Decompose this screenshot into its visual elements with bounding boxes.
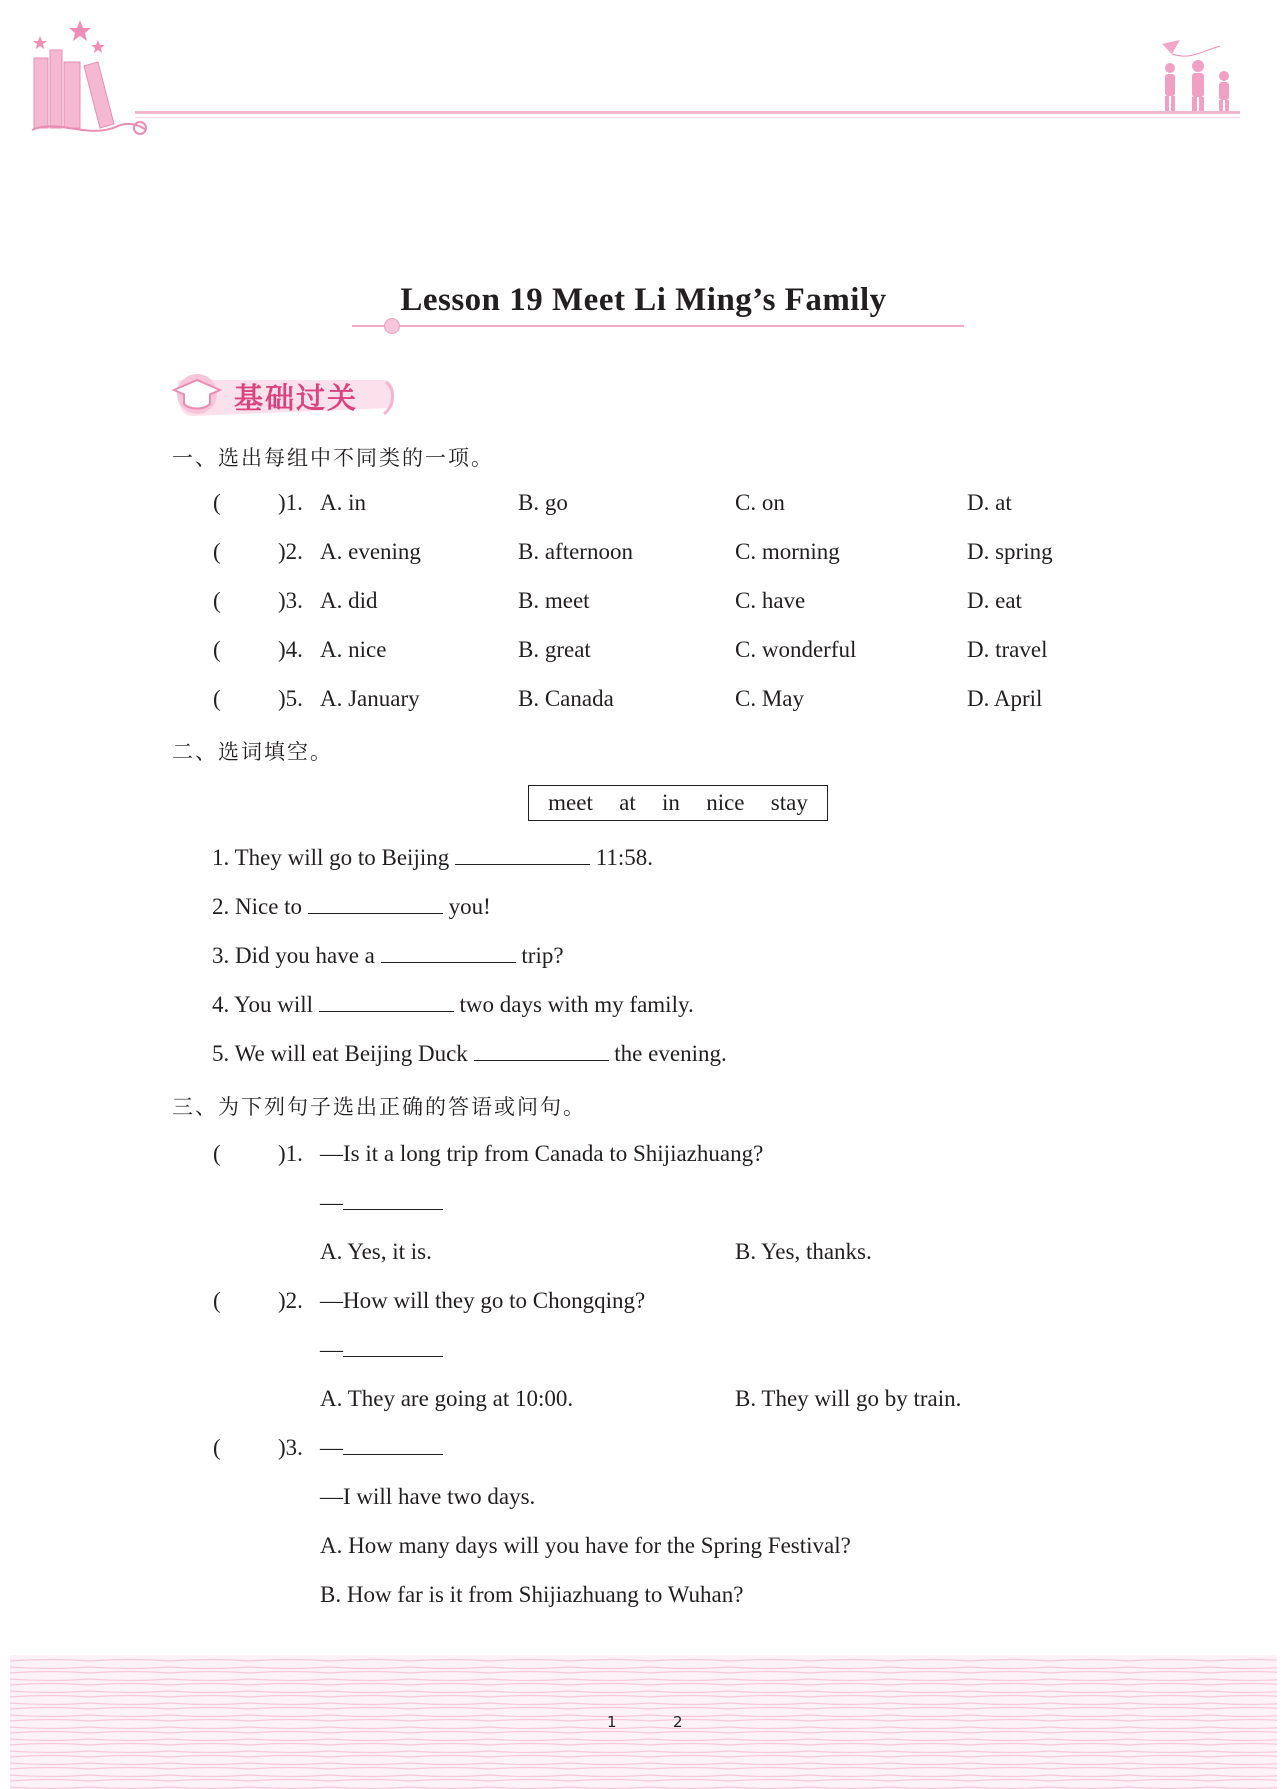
option-c: C. have — [735, 588, 806, 613]
sentence-end: the evening. — [614, 1041, 727, 1066]
header-books-decoration — [28, 18, 158, 136]
dash: — — [320, 1337, 343, 1362]
sentence-start: 1. They will go to Beijing — [212, 845, 450, 870]
option-d: D. travel — [967, 637, 1048, 662]
answer-paren-open: ( — [213, 637, 221, 662]
option-b: B. Yes, thanks. — [735, 1239, 872, 1264]
part2-heading: 二、选词填空。 — [172, 740, 333, 764]
option-a: A. Yes, it is. — [320, 1239, 432, 1264]
question-text: —Is it a long trip from Canada to Shijiazhuang? — [320, 1141, 764, 1166]
question-number: )3. — [278, 588, 303, 613]
header-rule — [135, 111, 1240, 114]
header-kids-kite-icon — [1150, 38, 1246, 118]
dash: — — [320, 1190, 343, 1215]
option-b: B. meet — [518, 588, 590, 613]
option-c: C. May — [735, 686, 804, 711]
word-bank-word: at — [619, 790, 636, 815]
fill-blank-sentence-5 — [212, 1041, 727, 1067]
answer-paren-open: ( — [213, 588, 221, 613]
title-underline — [352, 325, 964, 327]
option-b: B. Canada — [518, 686, 614, 711]
answer-paren-open: ( — [213, 490, 221, 515]
question-text: —How will they go to Chongqing? — [320, 1288, 646, 1313]
answer-paren-open: ( — [213, 539, 221, 564]
option-b: B. afternoon — [518, 539, 633, 564]
question-number: )2. — [278, 539, 303, 564]
question-number: )3. — [278, 1435, 303, 1460]
answer-paren-open: ( — [213, 1288, 221, 1313]
footer-page-number-right: 2 — [673, 1713, 683, 1731]
fill-blank-sentence-1 — [212, 845, 653, 871]
option-b: B. How far is it from Shijiazhuang to Wuhan? — [320, 1582, 744, 1607]
option-d: D. April — [967, 686, 1043, 711]
reply-text: —I will have two days. — [320, 1484, 536, 1509]
word-bank — [528, 785, 828, 821]
part1-heading: 一、选出每组中不同类的一项。 — [172, 446, 494, 470]
fill-blank-sentence-2 — [212, 894, 491, 920]
option-a: A. How many days will you have for the Spring Festival? — [320, 1533, 851, 1558]
answer-blank[interactable] — [343, 1338, 443, 1357]
footer-wave-band — [10, 1655, 1277, 1789]
sentence-end: 11:58. — [595, 845, 654, 870]
graduation-cap-icon — [170, 370, 224, 416]
sentence-start: 5. We will eat Beijing Duck — [212, 1041, 468, 1066]
sentence-start: 3. Did you have a — [212, 943, 375, 968]
option-b: B. go — [518, 490, 568, 515]
answer-blank[interactable] — [455, 846, 590, 865]
answer-line — [320, 1337, 443, 1363]
header-rule-thin — [135, 117, 1240, 118]
answer-paren-open: ( — [213, 1435, 221, 1460]
word-bank-word: in — [662, 790, 680, 815]
option-c: C. wonderful — [735, 637, 857, 662]
question-line — [320, 1435, 443, 1461]
answer-blank[interactable] — [381, 944, 516, 963]
answer-blank[interactable] — [319, 993, 454, 1012]
section-banner-title: 基础过关 — [234, 381, 359, 415]
option-d: D. at — [967, 490, 1012, 515]
option-a: A. nice — [320, 637, 387, 662]
option-d: D. spring — [967, 539, 1053, 564]
sentence-start: 4. You will — [212, 992, 313, 1017]
question-number: )2. — [278, 1288, 303, 1313]
answer-blank[interactable] — [343, 1191, 443, 1210]
dash: — — [320, 1435, 343, 1460]
answer-paren-open: ( — [213, 1141, 221, 1166]
footer-page-number-left: 1 — [607, 1713, 617, 1731]
option-a: A. in — [320, 490, 366, 515]
option-c: C. morning — [735, 539, 840, 564]
sentence-end: you! — [448, 894, 491, 919]
sentence-end: trip? — [521, 943, 564, 968]
title-underline-dot — [384, 318, 400, 334]
word-bank-word: nice — [706, 790, 745, 815]
part3-heading: 三、为下列句子选出正确的答语或问句。 — [172, 1095, 586, 1119]
answer-line — [320, 1190, 443, 1216]
option-d: D. eat — [967, 588, 1022, 613]
sentence-start: 2. Nice to — [212, 894, 303, 919]
option-a: A. did — [320, 588, 378, 613]
question-number: )1. — [278, 490, 303, 515]
option-c: C. on — [735, 490, 785, 515]
question-number: )4. — [278, 637, 303, 662]
word-bank-word: meet — [548, 790, 593, 815]
option-a: A. evening — [320, 539, 421, 564]
option-b: B. They will go by train. — [735, 1386, 962, 1411]
fill-blank-sentence-3 — [212, 943, 564, 969]
fill-blank-sentence-4 — [212, 992, 694, 1018]
question-number: )1. — [278, 1141, 303, 1166]
answer-paren-open: ( — [213, 686, 221, 711]
sentence-end: two days with my family. — [459, 992, 694, 1017]
lesson-title: Lesson 19 Meet Li Ming’s Family — [400, 282, 887, 318]
option-b: B. great — [518, 637, 591, 662]
answer-blank[interactable] — [474, 1042, 609, 1061]
question-number: )5. — [278, 686, 303, 711]
option-a: A. They are going at 10:00. — [320, 1386, 574, 1411]
word-bank-word: stay — [770, 790, 808, 815]
answer-blank[interactable] — [343, 1436, 443, 1455]
option-a: A. January — [320, 686, 420, 711]
answer-blank[interactable] — [308, 895, 443, 914]
